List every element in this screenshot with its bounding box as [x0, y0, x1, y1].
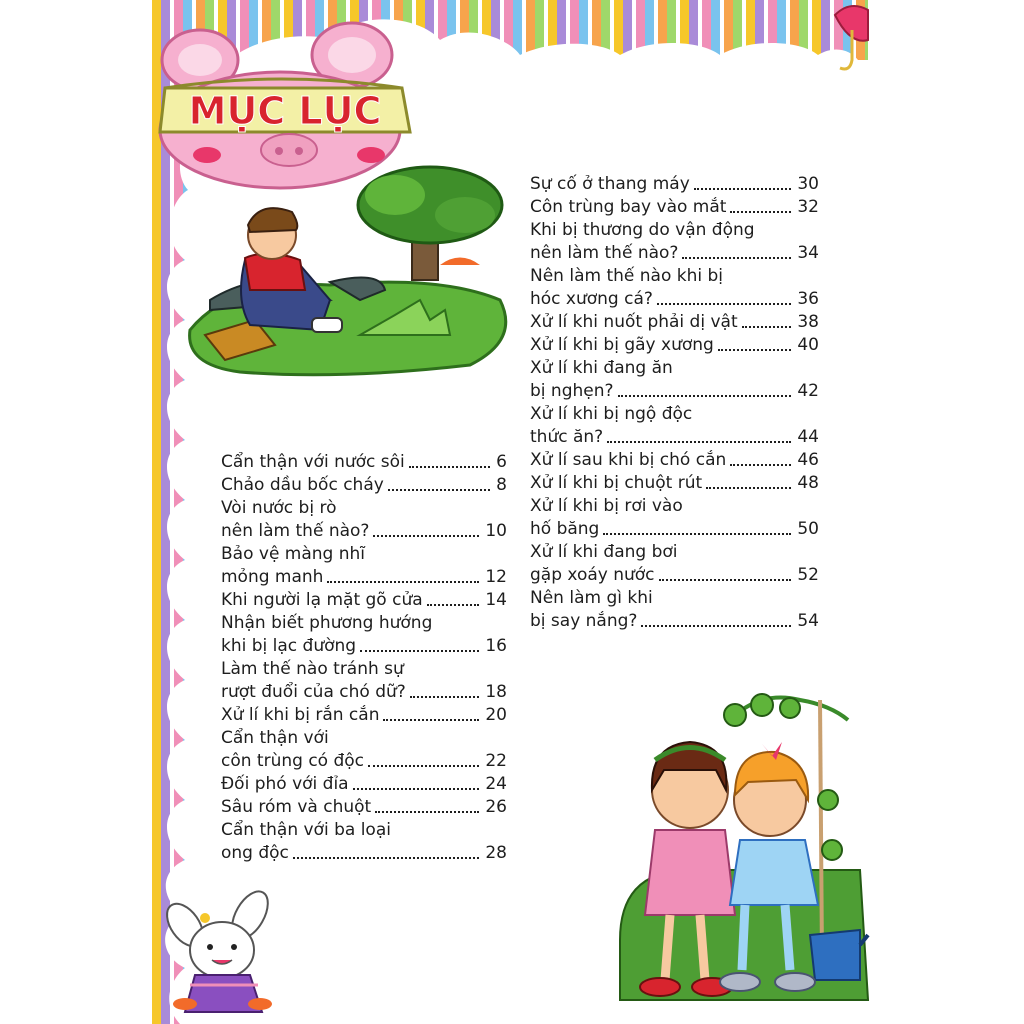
toc-entry-line	[221, 750, 507, 773]
toc-leader-dots	[607, 441, 791, 443]
toc-page-number: 30	[797, 174, 819, 194]
toc-entry	[530, 495, 819, 541]
toc-entry-title: Xử lí khi bị rơi vào	[530, 496, 683, 516]
toc-leader-dots	[742, 326, 792, 328]
toc-entry-title: gặp xoáy nước	[530, 565, 655, 585]
toc-entry	[530, 357, 819, 403]
toc-page-number: 10	[485, 521, 507, 541]
toc-leader-dots	[368, 765, 479, 767]
toc-entry-line	[221, 566, 507, 589]
toc-entry	[221, 773, 507, 796]
table-of-contents-left	[221, 451, 507, 865]
toc-page-number: 28	[485, 843, 507, 863]
toc-entry-line	[530, 449, 819, 472]
toc-entry-title: Bảo vệ màng nhĩ	[221, 544, 366, 564]
toc-page-number: 22	[485, 751, 507, 771]
toc-leader-dots	[657, 303, 791, 305]
toc-entry-line	[221, 658, 507, 681]
toc-entry-title: mỏng manh	[221, 567, 324, 587]
toc-entry-title: Sự cố ở thang máy	[530, 174, 690, 194]
toc-entry	[221, 796, 507, 819]
toc-entry	[530, 449, 819, 472]
toc-entry-title: Nhận biết phương hướng	[221, 613, 433, 633]
toc-leader-dots	[718, 349, 792, 351]
toc-entry-line	[221, 474, 507, 497]
toc-leader-dots	[603, 533, 791, 535]
toc-entry	[221, 543, 507, 589]
toc-entry	[530, 541, 819, 587]
toc-entry	[530, 587, 819, 633]
toc-page-number: 46	[797, 450, 819, 470]
toc-entry-line	[221, 451, 507, 474]
toc-entry-title: bị nghẹn?	[530, 381, 614, 401]
toc-entry-line	[530, 265, 819, 288]
toc-entry-line	[530, 311, 819, 334]
toc-entry-line	[530, 495, 819, 518]
toc-entry-title: Khi bị thương do vận động	[530, 220, 755, 240]
toc-entry-line	[221, 497, 507, 520]
toc-entry-title: hố băng	[530, 519, 600, 539]
toc-page-number: 12	[485, 567, 507, 587]
toc-entry-line	[530, 173, 819, 196]
toc-entry-line	[530, 380, 819, 403]
toc-entry	[530, 265, 819, 311]
toc-page-number: 24	[485, 774, 507, 794]
toc-entry-line	[530, 196, 819, 219]
toc-entry-title: Xử lí khi bị chuột rút	[530, 473, 703, 493]
toc-entry-line	[530, 403, 819, 426]
toc-entry	[221, 474, 507, 497]
toc-entry-title: nên làm thế nào?	[221, 521, 370, 541]
toc-entry-line	[530, 426, 819, 449]
toc-entry-title: nên làm thế nào?	[530, 243, 679, 263]
toc-entry-line	[530, 357, 819, 380]
toc-entry-title: hóc xương cá?	[530, 289, 653, 309]
toc-entry-title: côn trùng có độc	[221, 751, 365, 771]
toc-entry-title: Nên làm thế nào khi bị	[530, 266, 724, 286]
toc-entry-line	[221, 589, 507, 612]
toc-page-number: 20	[485, 705, 507, 725]
toc-page-number: 32	[797, 197, 819, 217]
toc-entry-line	[530, 242, 819, 265]
toc-entry-title: thức ăn?	[530, 427, 604, 447]
toc-page-number: 48	[797, 473, 819, 493]
toc-entry-title: Đối phó với đỉa	[221, 774, 349, 794]
toc-entry	[530, 196, 819, 219]
toc-page-number: 40	[797, 335, 819, 355]
toc-leader-dots	[409, 466, 490, 468]
toc-entry-line	[221, 796, 507, 819]
toc-entry-title: Sâu róm và chuột	[221, 797, 372, 817]
toc-leader-dots	[373, 535, 479, 537]
heading-text: MỤC LỤC	[188, 89, 382, 133]
toc-entry-line	[221, 681, 507, 704]
toc-page-number: 54	[797, 611, 819, 631]
toc-leader-dots	[327, 581, 479, 583]
toc-entry-line	[530, 219, 819, 242]
toc-entry-line	[221, 819, 507, 842]
toc-entry	[221, 658, 507, 704]
toc-leader-dots	[410, 696, 480, 698]
toc-entry-line	[530, 518, 819, 541]
toc-entry-title: Xử lí khi đang bơi	[530, 542, 678, 562]
toc-entry	[530, 403, 819, 449]
toc-entry	[530, 173, 819, 196]
toc-entry	[221, 497, 507, 543]
toc-leader-dots	[706, 487, 791, 489]
toc-entry	[221, 589, 507, 612]
toc-entry-title: Xử lí khi bị rắn cắn	[221, 705, 380, 725]
toc-leader-dots	[730, 211, 791, 213]
toc-entry-title: Khi người lạ mặt gõ cửa	[221, 590, 423, 610]
toc-page-number: 34	[797, 243, 819, 263]
toc-entry-line	[530, 541, 819, 564]
toc-page-number: 50	[797, 519, 819, 539]
toc-entry-title: ong độc	[221, 843, 289, 863]
toc-entry-line	[530, 564, 819, 587]
toc-entry-line	[530, 610, 819, 633]
toc-entry-line	[530, 587, 819, 610]
toc-entry	[221, 451, 507, 474]
toc-page-number: 8	[496, 475, 507, 495]
toc-entry-line	[221, 635, 507, 658]
toc-entry	[221, 612, 507, 658]
toc-page-number: 38	[797, 312, 819, 332]
toc-entry-line	[530, 472, 819, 495]
toc-entry-title: Xử lí sau khi bị chó cắn	[530, 450, 727, 470]
toc-leader-dots	[659, 579, 792, 581]
toc-entry-title: Cẩn thận với ba loại	[221, 820, 391, 840]
toc-entry-title: rượt đuổi của chó dữ?	[221, 682, 406, 702]
toc-entry-title: Cẩn thận với nước sôi	[221, 452, 405, 472]
toc-page-number: 44	[797, 427, 819, 447]
toc-entry-title: Nên làm gì khi	[530, 588, 653, 608]
toc-page-number: 18	[485, 682, 507, 702]
toc-entry-line	[221, 773, 507, 796]
toc-entry	[221, 727, 507, 773]
toc-page-number: 6	[496, 452, 507, 472]
toc-entry-line	[221, 842, 507, 865]
toc-entry	[530, 334, 819, 357]
toc-leader-dots	[730, 464, 791, 466]
toc-entry	[221, 704, 507, 727]
toc-page-number: 14	[485, 590, 507, 610]
toc-entry-line	[530, 288, 819, 311]
toc-entry-line	[221, 612, 507, 635]
toc-leader-dots	[641, 625, 791, 627]
toc-page-number: 36	[797, 289, 819, 309]
table-of-contents-right	[530, 173, 819, 633]
toc-entry	[530, 311, 819, 334]
toc-leader-dots	[388, 489, 490, 491]
toc-leader-dots	[618, 395, 792, 397]
toc-entry-title: Làm thế nào tránh sự	[221, 659, 404, 679]
toc-page-number: 52	[797, 565, 819, 585]
toc-entry-title: Vòi nước bị rò	[221, 498, 337, 518]
toc-entry-line	[221, 543, 507, 566]
toc-leader-dots	[682, 257, 791, 259]
toc-entry-title: Chảo dầu bốc cháy	[221, 475, 384, 495]
toc-leader-dots	[353, 788, 480, 790]
toc-leader-dots	[383, 719, 479, 721]
toc-entry-title: Xử lí khi bị gãy xương	[530, 335, 714, 355]
toc-entry	[221, 819, 507, 865]
toc-leader-dots	[293, 857, 479, 859]
toc-entry-title: bị say nắng?	[530, 611, 638, 631]
toc-entry	[530, 219, 819, 265]
toc-page-number: 26	[485, 797, 507, 817]
toc-page-number: 16	[485, 636, 507, 656]
toc-entry-line	[530, 334, 819, 357]
toc-entry-title: Côn trùng bay vào mắt	[530, 197, 727, 217]
toc-entry-title: Xử lí khi bị ngộ độc	[530, 404, 693, 424]
toc-leader-dots	[427, 604, 480, 606]
toc-entry-title: Cẩn thận với	[221, 728, 329, 748]
toc-entry	[530, 472, 819, 495]
toc-entry-title: khi bị lạc đường	[221, 636, 357, 656]
toc-entry-line	[221, 520, 507, 543]
toc-entry-title: Xử lí khi đang ăn	[530, 358, 673, 378]
toc-entry-line	[221, 704, 507, 727]
toc-leader-dots	[375, 811, 479, 813]
toc-entry-line	[221, 727, 507, 750]
toc-leader-dots	[694, 188, 792, 190]
toc-leader-dots	[360, 650, 479, 652]
toc-page-number: 42	[797, 381, 819, 401]
toc-entry-title: Xử lí khi nuốt phải dị vật	[530, 312, 738, 332]
